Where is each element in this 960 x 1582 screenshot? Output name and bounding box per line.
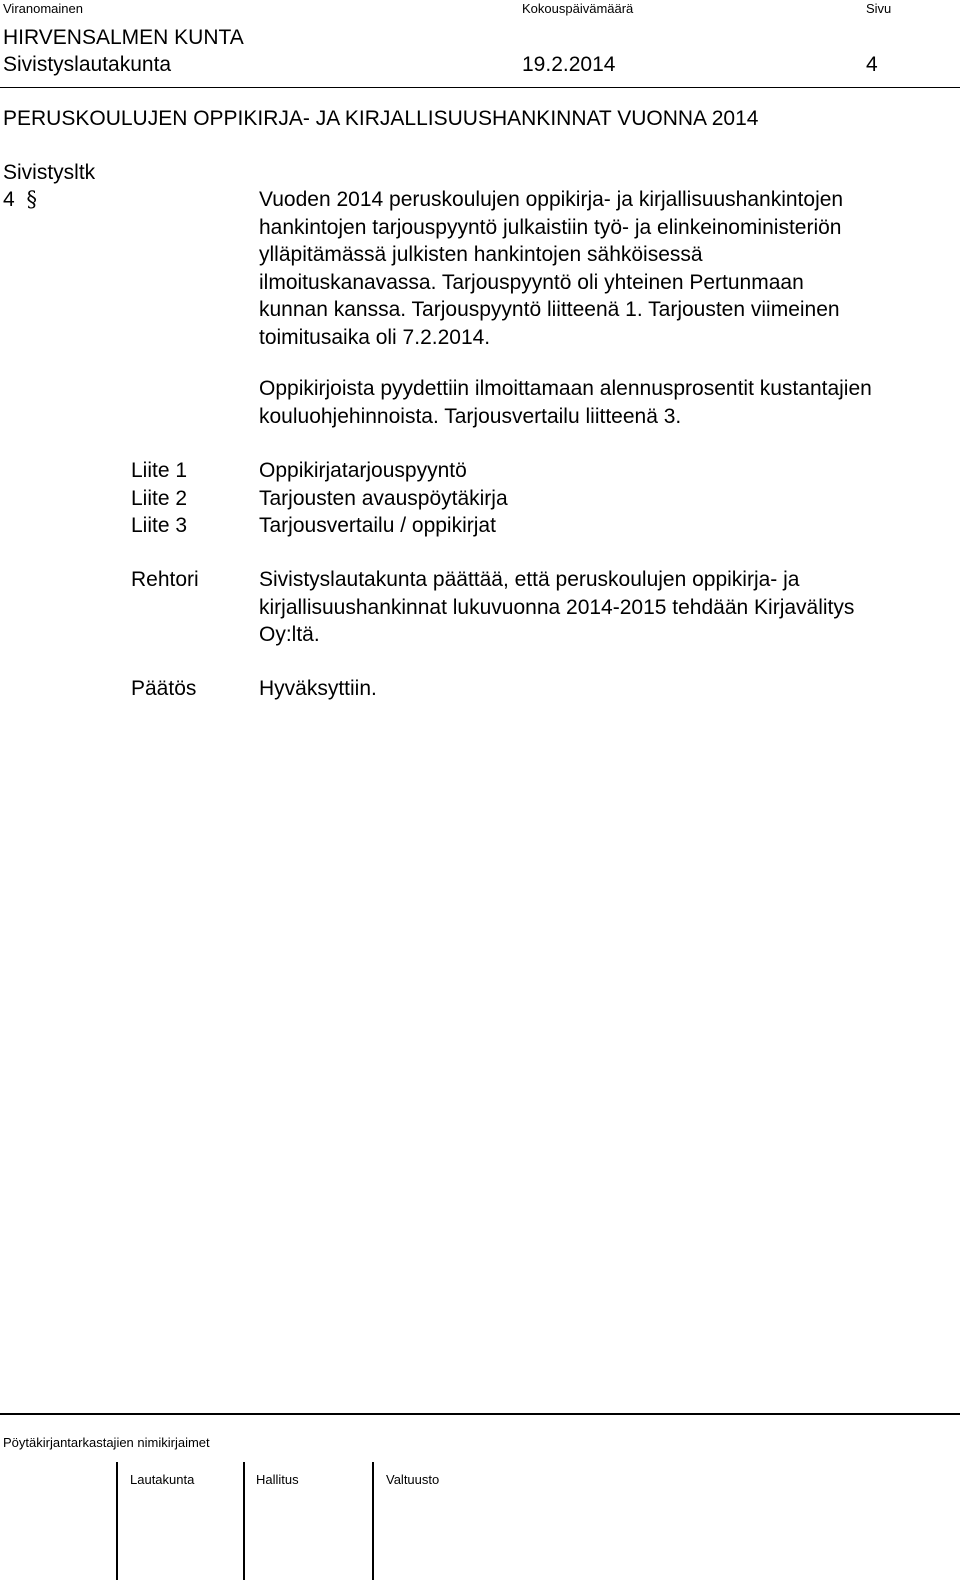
paragraph-line: kunnan kanssa. Tarjouspyyntö liitteenä 1. Tarjousten viimeinen [259,298,840,321]
attachment-labels [131,457,187,540]
decision-text: Hyväksyttiin. [259,677,377,700]
paragraph-discounts [259,375,872,430]
paragraph-line: Oppikirjoista pyydettiin ilmoittamaan alennusprosentit kustantajien [259,377,872,400]
committee-name: Sivistyslautakunta [3,53,172,76]
meeting-date: 19.2.2014 [522,53,616,76]
paragraph-procurement [259,186,843,351]
footer-signature-divider [372,1462,374,1580]
attachment-titles [259,457,508,540]
header-label-official: Viranomainen [3,1,83,16]
footer-column-council: Valtuusto [386,1472,440,1487]
section-symbol: § [26,187,38,211]
section-number [3,187,37,212]
municipality-name: HIRVENSALMEN KUNTA [3,26,244,49]
proposal-text [259,566,854,649]
proposal-line: Sivistyslautakunta päättää, että peruskoulujen oppikirja- ja [259,568,800,591]
attachment-title: Oppikirjatarjouspyyntö [259,459,467,482]
attachment-title: Tarjousvertailu / oppikirjat [259,514,496,537]
proposal-label: Rehtori [131,568,199,591]
attachment-label: Liite 3 [131,514,188,537]
decision-label: Päätös [131,677,197,700]
paragraph-line: hankintojen tarjouspyyntö julkaistiin työ- ja elinkeinoministeriön [259,215,842,239]
header-label-page: Sivu [866,1,892,16]
attachment-label: Liite 2 [131,486,188,510]
footer-column-committee: Lautakunta [130,1472,195,1487]
section-committee: Sivistysltk [3,161,96,184]
attachment-title: Tarjousten avauspöytäkirja [259,486,508,510]
document-title: PERUSKOULUJEN OPPIKIRJA- JA KIRJALLISUUSHANKINNAT VUONNA 2014 [3,107,759,130]
paragraph-line: Vuoden 2014 peruskoulujen oppikirja- ja kirjallisuushankintojen [259,188,844,211]
header-divider [0,87,960,88]
paragraph-line: toimitusaika oli 7.2.2014. [259,325,491,349]
signatures-label: Pöytäkirjantarkastajien nimikirjaimet [3,1435,210,1450]
footer-divider [0,1413,960,1415]
paragraph-line: ylläpitämässä julkisten hankintojen sähköisessä [259,243,703,266]
paragraph-line: kouluohjehinnoista. Tarjousvertailu liitteenä 3. [259,404,682,428]
footer-column-board: Hallitus [256,1472,299,1487]
section-number-value: 4 [3,188,15,211]
proposal-line: Oy:ltä. [259,623,320,646]
footer-signature-divider [116,1462,118,1580]
attachment-label: Liite 1 [131,459,188,482]
page-number: 4 [866,53,878,76]
footer-signature-divider [243,1462,245,1580]
header-label-date: Kokouspäivämäärä [522,1,634,16]
proposal-line: kirjallisuushankinnat lukuvuonna 2014-2015 tehdään Kirjavälitys [259,595,855,619]
paragraph-line: ilmoituskanavassa. Tarjouspyyntö oli yhteinen Pertunmaan [259,270,804,294]
